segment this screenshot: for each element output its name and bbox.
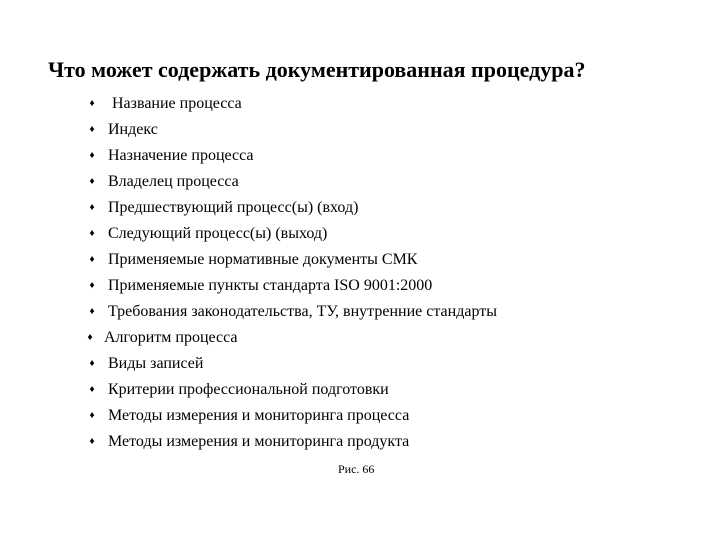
list-item <box>0 351 720 377</box>
list-item-text: Индекс <box>108 121 158 138</box>
diamond-bullet-icon: ♦ <box>89 254 95 265</box>
diamond-bullet-icon: ♦ <box>89 306 95 317</box>
list-item-text: Следующий процесс(ы) (выход) <box>108 225 328 242</box>
list-item <box>0 403 720 429</box>
list-item-text: Методы измерения и мониторинга продукта <box>108 433 410 450</box>
bullet-list <box>0 91 720 455</box>
list-item <box>0 221 720 247</box>
list-item-text: Виды записей <box>108 355 204 372</box>
diamond-bullet-icon: ♦ <box>89 98 95 109</box>
list-item-text: Требования законодательства, ТУ, внутренние стандарты <box>108 303 497 320</box>
diamond-bullet-icon: ♦ <box>89 150 95 161</box>
list-item <box>0 117 720 143</box>
list-item-text: Критерии профессиональной подготовки <box>108 381 389 398</box>
list-item-text: Применяемые пункты стандарта ISO 9001:2000 <box>108 277 433 294</box>
list-item-text: Назначение процесса <box>108 147 254 164</box>
list-item-text: Методы измерения и мониторинга процесса <box>108 407 410 424</box>
list-item <box>0 195 720 221</box>
list-item <box>0 91 720 117</box>
diamond-bullet-icon: ♦ <box>89 358 95 369</box>
diamond-bullet-icon: ♦ <box>89 228 95 239</box>
list-item <box>0 169 720 195</box>
diamond-bullet-icon: ♦ <box>89 384 95 395</box>
figure-caption: Рис. 66 <box>338 462 375 476</box>
list-item <box>0 143 720 169</box>
diamond-bullet-icon: ♦ <box>89 176 95 187</box>
list-item <box>0 273 720 299</box>
list-item <box>0 377 720 403</box>
list-item <box>0 429 720 455</box>
diamond-bullet-icon: ♦ <box>87 332 93 343</box>
list-item-text: Владелец процесса <box>108 173 239 190</box>
list-item <box>0 247 720 273</box>
list-item-text: Применяемые нормативные документы СМК <box>108 251 418 268</box>
diamond-bullet-icon: ♦ <box>89 410 95 421</box>
list-item-text: Алгоритм процесса <box>104 329 238 346</box>
list-item-text: Предшествующий процесс(ы) (вход) <box>108 199 359 216</box>
list-item <box>0 325 720 351</box>
diamond-bullet-icon: ♦ <box>89 124 95 135</box>
slide-title: Что может содержать документированная процедура? <box>48 57 586 82</box>
diamond-bullet-icon: ♦ <box>89 202 95 213</box>
diamond-bullet-icon: ♦ <box>89 280 95 291</box>
diamond-bullet-icon: ♦ <box>89 436 95 447</box>
list-item <box>0 299 720 325</box>
list-item-text: Название процесса <box>112 95 242 112</box>
